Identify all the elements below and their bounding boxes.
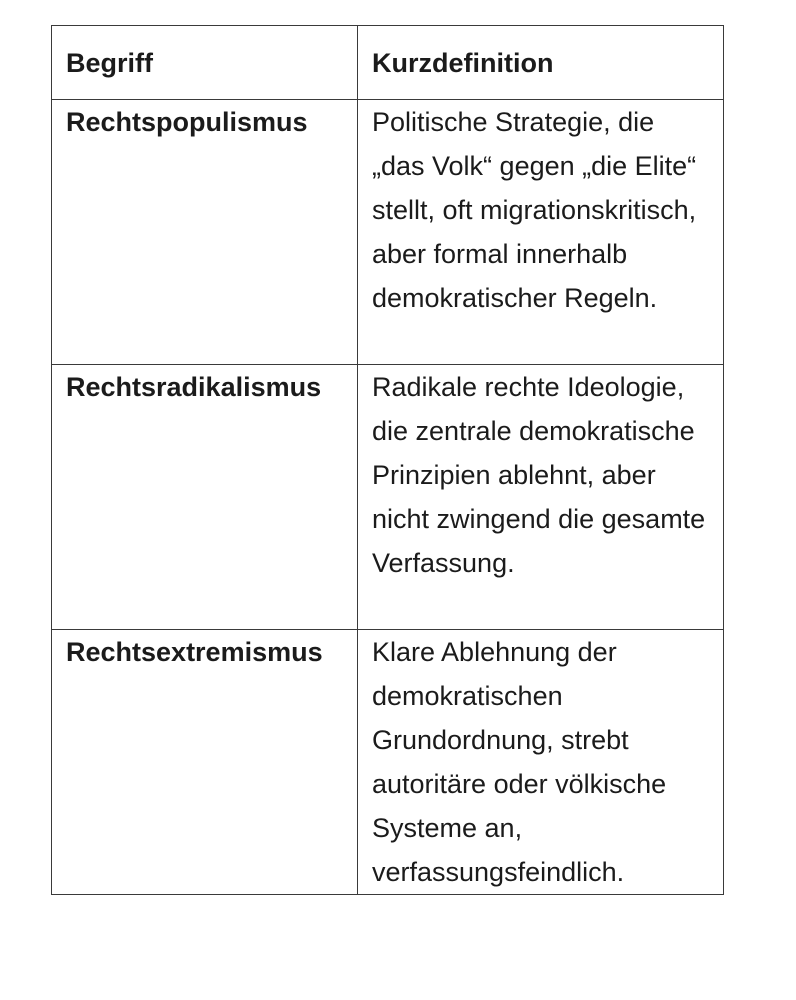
table-header-row — [52, 26, 724, 100]
definition-cell: Radikale rechte Ideologie, die zentrale demokratische Prinzipien ablehnt, aber nicht zwingend die gesamte Verfassung. — [358, 365, 724, 630]
term-cell: Rechtsradikalismus — [52, 365, 358, 630]
definition-cell: Klare Ablehnung der demokratischen Grundordnung, strebt autoritäre oder völkische Systeme an, verfassungsfeindlich. — [358, 630, 724, 895]
header-definition: Kurzdefinition — [358, 26, 724, 100]
table-row — [52, 100, 724, 365]
header-term: Begriff — [52, 26, 358, 100]
definitions-table — [51, 25, 724, 895]
table-row — [52, 630, 724, 895]
definition-cell: Politische Strategie, die „das Volk“ gegen „die Elite“ stellt, oft migrationskritisch, aber formal innerhalb demokratischer Regeln. — [358, 100, 724, 365]
term-cell: Rechtsextremismus — [52, 630, 358, 895]
term-cell: Rechtspopulismus — [52, 100, 358, 365]
table-row — [52, 365, 724, 630]
